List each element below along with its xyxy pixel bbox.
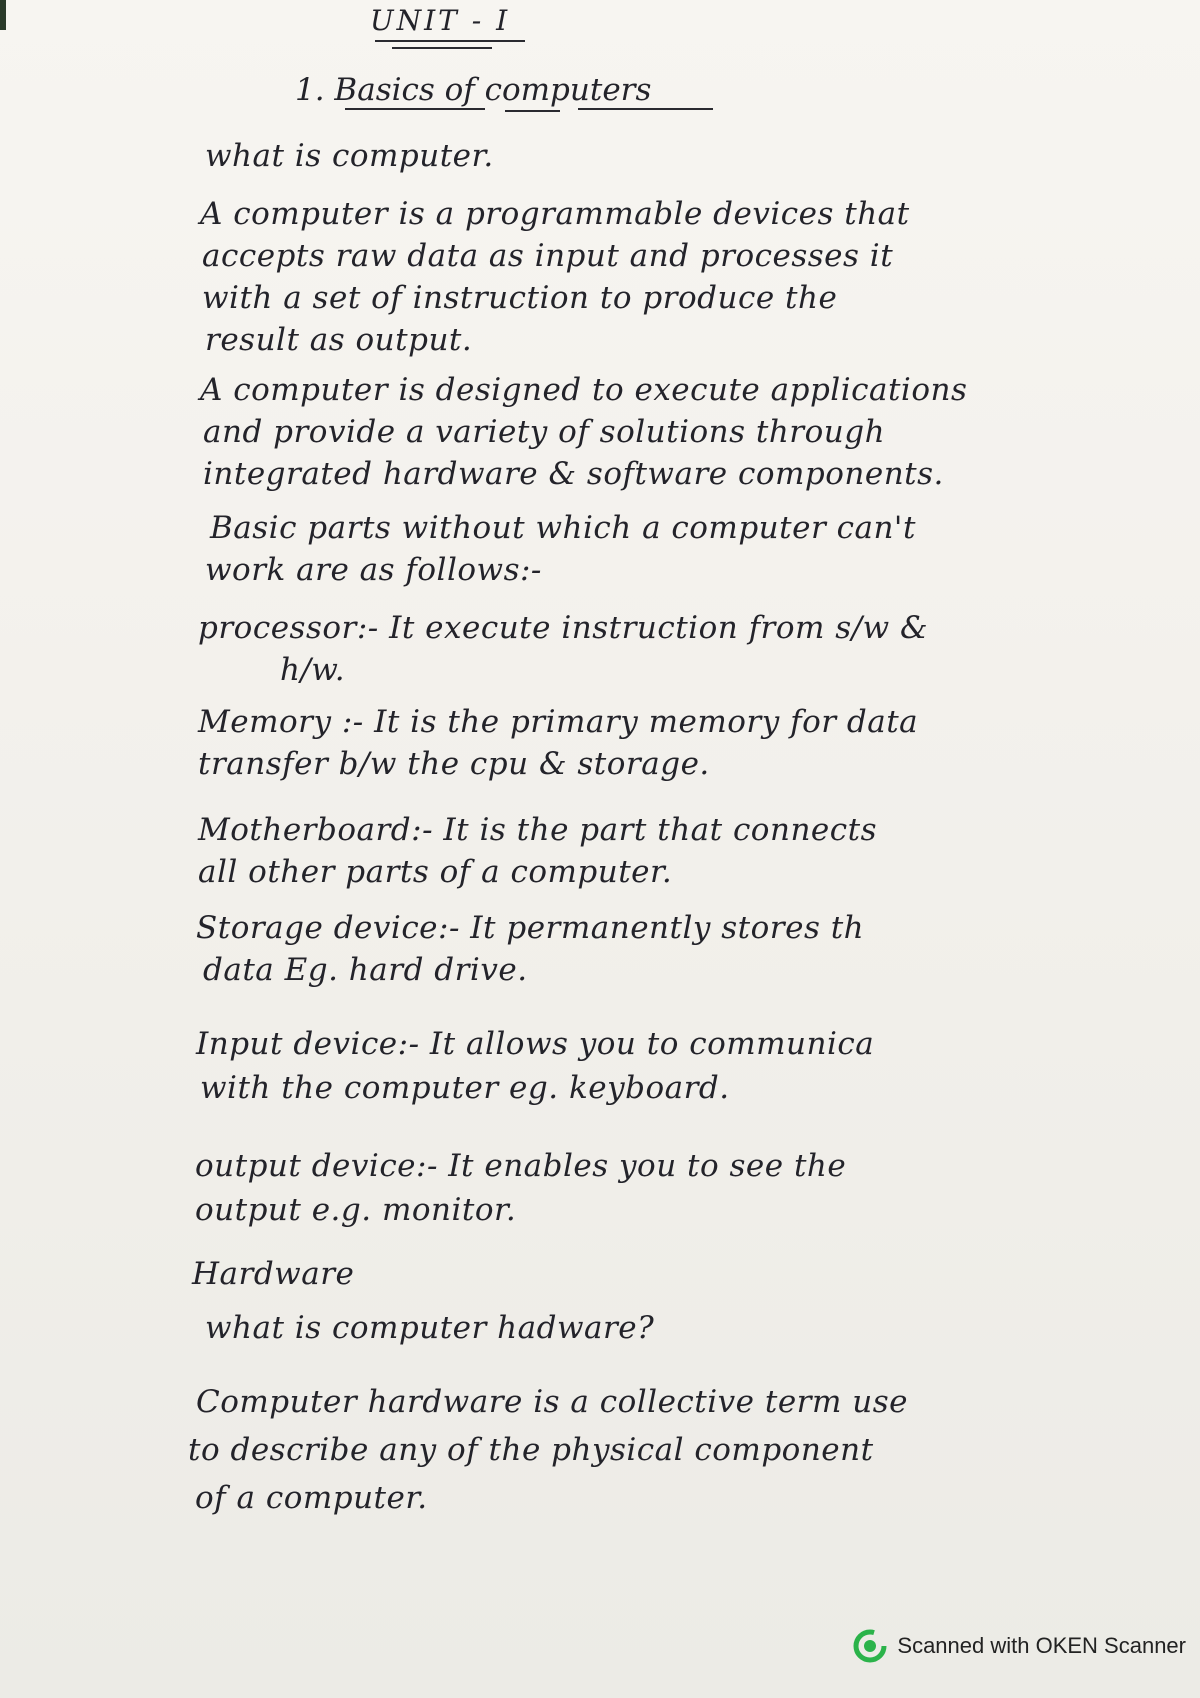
text-line: processor:- It execute instruction from s/w &: [198, 610, 929, 646]
unit-underline-second: [392, 47, 492, 49]
text-line: and provide a variety of solutions through: [203, 414, 886, 450]
title-underline: [345, 108, 485, 110]
text-line: data Eg. hard drive.: [203, 952, 528, 988]
text-line: Basic parts without which a computer can't: [210, 510, 916, 546]
text-line: output device:- It enables you to see the: [195, 1148, 847, 1184]
unit-underline: [375, 40, 525, 42]
text-line: Storage device:- It permanently stores th: [196, 910, 865, 946]
text-line: A computer is designed to execute applications: [200, 372, 968, 408]
text-line: Computer hardware is a collective term use: [196, 1384, 908, 1420]
text-line: what is computer.: [205, 138, 494, 174]
text-line: what is computer hadware?: [205, 1310, 655, 1346]
text-line: to describe any of the physical component: [188, 1432, 874, 1468]
text-line: accepts raw data as input and processes it: [202, 238, 894, 274]
page-edge-mark: [0, 0, 6, 30]
text-line: with the computer eg. keyboard.: [200, 1070, 730, 1106]
text-line: h/w.: [280, 652, 346, 688]
text-line: all other parts of a computer.: [198, 854, 673, 890]
text-line: integrated hardware & software components.: [203, 456, 944, 492]
text-line: Input device:- It allows you to communica: [196, 1026, 875, 1062]
text-line: result as output.: [205, 322, 473, 358]
page-title: 1. Basics of computers: [295, 72, 652, 108]
text-line: Hardware: [192, 1256, 355, 1292]
text-line: of a computer.: [195, 1480, 428, 1516]
text-line: output e.g. monitor.: [195, 1192, 517, 1228]
scanner-text: Scanned with OKEN Scanner: [897, 1633, 1186, 1658]
text-line: Motherboard:- It is the part that connects: [198, 812, 877, 848]
text-line: with a set of instruction to produce the: [202, 280, 838, 316]
scanner-watermark: [853, 1629, 1186, 1663]
oken-scanner-logo-icon: [853, 1629, 887, 1663]
text-line: A computer is a programmable devices that: [200, 196, 910, 232]
title-underline: [505, 110, 560, 112]
text-line: Memory :- It is the primary memory for data: [198, 704, 919, 740]
text-line: transfer b/w the cpu & storage.: [198, 746, 710, 782]
text-line: work are as follows:-: [205, 552, 542, 588]
unit-heading: UNIT - I: [370, 4, 511, 37]
title-underline: [578, 108, 713, 110]
